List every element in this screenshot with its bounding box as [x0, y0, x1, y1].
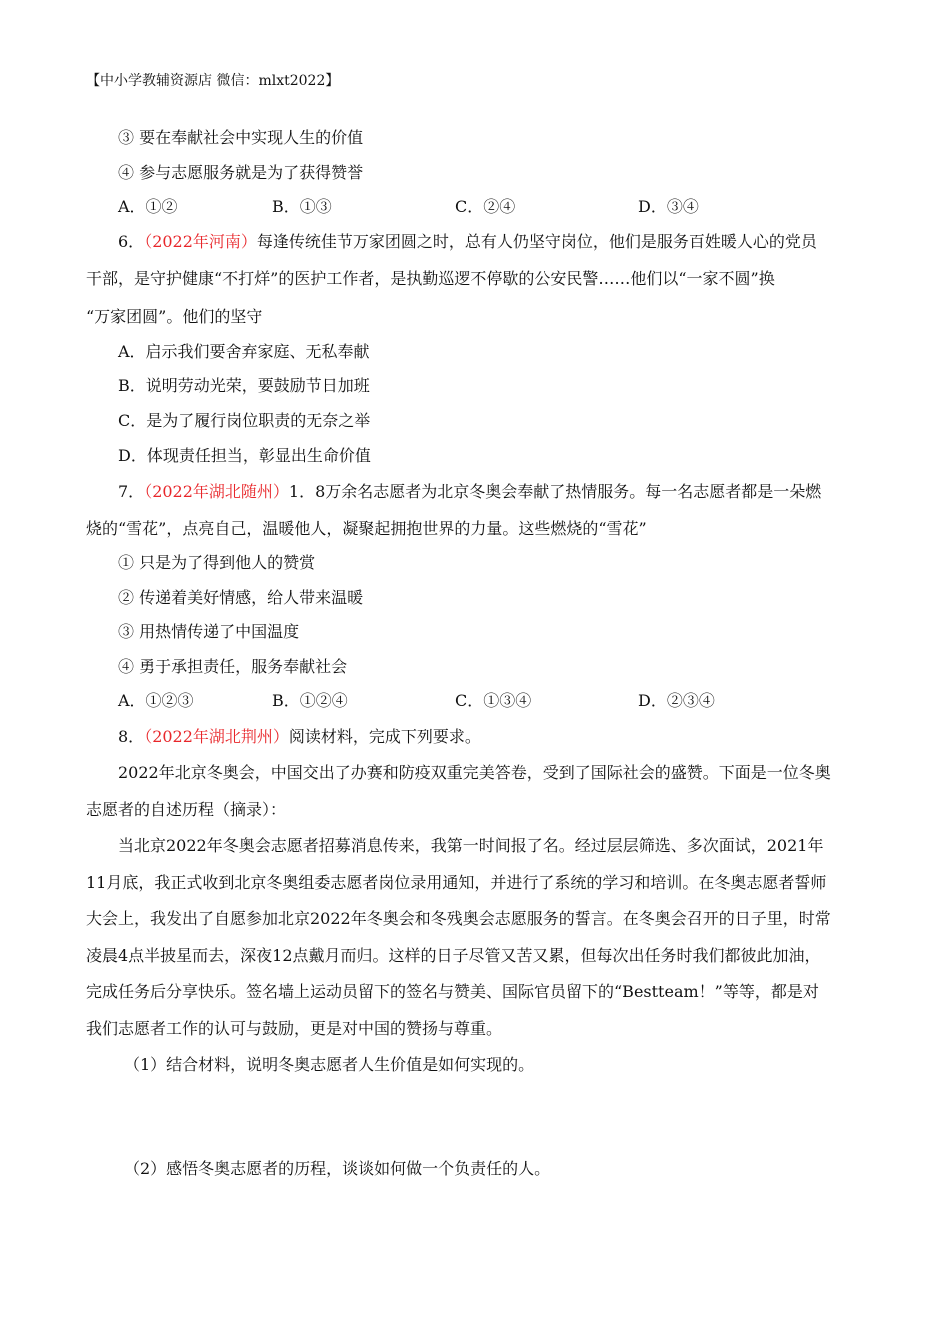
q7-option-b: B．①②④: [272, 691, 348, 710]
q8-para2-line-6: 我们志愿者工作的认可与鼓励，更是对中国的赞扬与尊重。: [86, 1019, 503, 1038]
q7-option-d: D．②③④: [638, 691, 715, 710]
q5-item-3: ③ 要在奉献社会中实现人生的价值: [118, 128, 364, 147]
q6-number: 6．: [118, 232, 145, 251]
q7-stem-text-1: 1．8万余名志愿者为北京冬奥会奉献了热情服务。每一名志愿者都是一朵燃: [288, 482, 822, 501]
q6-option-a: A．启示我们要舍弃家庭、无私奉献: [118, 342, 370, 361]
q8-subquestion-1: （1）结合材料，说明冬奥志愿者人生价值是如何实现的。: [124, 1055, 535, 1074]
q7-option-a: A．①②③: [118, 691, 194, 710]
q6-option-d: D．体现责任担当，彰显出生命价值: [118, 446, 371, 465]
q8-para1-line-2: 志愿者的自述历程（摘录）：: [86, 800, 287, 819]
q5-option-b: B．①③: [272, 197, 332, 216]
q6-option-b: B．说明劳动光荣，要鼓励节日加班: [118, 376, 370, 395]
q6-source: （2022年河南）: [144, 232, 257, 251]
q8-subquestion-2: （2）感悟冬奥志愿者的历程，谈谈如何做一个负责任的人。: [124, 1159, 551, 1178]
q7-option-c: C．①③④: [455, 691, 532, 710]
q7-item-3: ③ 用热情传递了中国温度: [118, 622, 300, 641]
q6-option-c: C．是为了履行岗位职责的无奈之举: [118, 411, 371, 430]
q8-stem-line: [118, 726, 481, 748]
q7-stem-line-1: [118, 481, 821, 503]
q5-option-c: C．②④: [455, 197, 516, 216]
q7-item-4: ④ 勇于承担责任，服务奉献社会: [118, 657, 348, 676]
q8-para2-line-2: 11月底，我正式收到北京冬奥组委志愿者岗位录用通知，并进行了系统的学习和培训。在冬奥志愿者誓师: [86, 873, 827, 892]
q8-para2-line-4: 凌晨4点半披星而去，深夜12点戴月而归。这样的日子尽管又苦又累，但每次出任务时我们都彼此加油，: [86, 946, 821, 965]
q8-para2-line-5: 完成任务后分享快乐。签名墙上运动员留下的签名与赞美、国际官员留下的“Bestteam！”等等，都是对: [86, 982, 819, 1001]
q5-option-a: A．①②: [118, 197, 178, 216]
q8-para2-line-1: 当北京2022年冬奥会志愿者招募消息传来，我第一时间报了名。经过层层筛选、多次面试，2021年: [118, 836, 824, 855]
q7-source: （2022年湖北随州）: [144, 482, 289, 501]
q8-source: （2022年湖北荆州）: [144, 727, 289, 746]
q6-stem-line-3: “万家团圆”。他们的坚守: [86, 307, 263, 326]
q7-stem-line-2: 烧的“雪花”，点亮自己，温暖他人，凝聚起拥抱世界的力量。这些燃烧的“雪花”: [86, 519, 647, 538]
q6-stem-line-2: 干部，是守护健康“不打烊”的医护工作者，是执勤巡逻不停歇的公安民警……他们以“一家不圆”换: [86, 269, 775, 288]
q8-para1-line-1: 2022年北京冬奥会，中国交出了办赛和防疫双重完美答卷，受到了国际社会的盛赞。下面是一位冬奥: [118, 763, 831, 782]
q8-stem-text: 阅读材料，完成下列要求。: [288, 727, 481, 746]
q8-number: 8．: [118, 727, 145, 746]
q6-stem-line-1: [118, 231, 817, 253]
q7-item-2: ② 传递着美好情感，给人带来温暖: [118, 588, 364, 607]
q7-number: 7．: [118, 482, 145, 501]
q8-para2-line-3: 大会上，我发出了自愿参加北京2022年冬奥会和冬残奥会志愿服务的誓言。在冬奥会召开的日子里，时常: [86, 909, 831, 928]
q5-option-d: D．③④: [638, 197, 699, 216]
q6-stem-text-1: 每逢传统佳节万家团圆之时，总有人仍坚守岗位，他们是服务百姓暖人心的党员: [256, 232, 817, 251]
q7-item-1: ① 只是为了得到他人的赞赏: [118, 553, 316, 572]
page-header: 【中小学教辅资源店 微信：mlxt2022】: [86, 73, 340, 89]
q5-item-4: ④ 参与志愿服务就是为了获得赞誉: [118, 163, 364, 182]
